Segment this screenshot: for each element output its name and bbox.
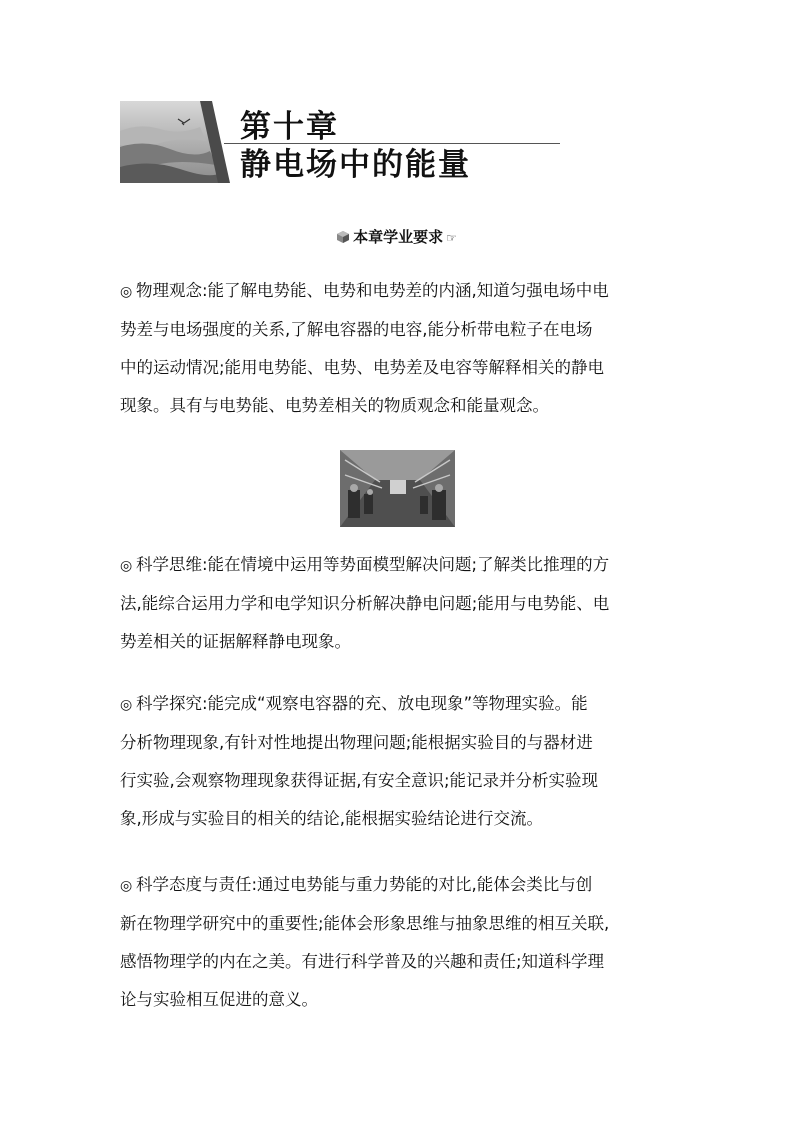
paragraph-line: 势差相关的证据解释静电现象。: [120, 632, 351, 651]
paragraph-scientific-attitude: [120, 866, 680, 1019]
paragraph-line: 象,形成与实验目的相关的结论,能根据实验结论进行交流。: [120, 809, 543, 828]
paragraph-line: 感悟物理学的内在之美。有进行科学普及的兴趣和责任;知道科学理: [120, 952, 605, 971]
chapter-number: 第十章: [240, 109, 339, 145]
bullet-icon: ◎: [120, 697, 133, 713]
paragraph-line: 新在物理学研究中的重要性;能体会形象思维与抽象思维的相互关联,: [120, 914, 610, 933]
landscape-banner-icon: [120, 101, 230, 183]
paragraph-line: ◎ 科学态度与责任:通过电势能与重力势能的对比,能体会类比与创: [120, 866, 680, 905]
header-divider: [224, 143, 560, 144]
paragraph-line: 分析物理现象,有针对性地提出物理问题;能根据实验目的与器材进: [120, 733, 593, 752]
cube-icon: [337, 231, 349, 243]
paragraph-line: 现象。具有与电势能、电势差相关的物质观念和能量观念。: [120, 396, 549, 415]
section-heading-text: 本章学业要求: [353, 228, 444, 246]
paragraph-line: 行实验,会观察物理现象获得证据,有安全意识;能记录并分析实验现: [120, 771, 599, 790]
paragraph-physics-concepts: [120, 272, 680, 425]
paragraph-line: ◎ 物理观念:能了解电势能、电势和电势差的内涵,知道匀强电场中电: [120, 272, 680, 311]
chapter-header: [120, 101, 570, 183]
paragraph-scientific-thinking: [120, 546, 680, 661]
paragraph-line: 法,能综合运用力学和电学知识分析解决静电问题;能用与电势能、电: [120, 594, 610, 613]
paragraph-line: ◎ 科学思维:能在情境中运用等势面模型解决问题;了解类比推理的方: [120, 546, 680, 585]
paragraph-line: 势差与电场强度的关系,了解电容器的电容,能分析带电粒子在电场: [120, 320, 593, 339]
bullet-icon: ◎: [120, 284, 133, 300]
paragraph-line: ◎ 科学探究:能完成“观察电容器的充、放电现象”等物理实验。能: [120, 685, 680, 724]
chapter-title: 静电场中的能量: [240, 147, 471, 183]
laboratory-photo: [340, 450, 455, 527]
section-heading: [0, 226, 794, 249]
bullet-icon: ◎: [120, 878, 133, 894]
bullet-icon: ◎: [120, 558, 133, 574]
paragraph-line: 中的运动情况;能用电势能、电势、电势差及电容等解释相关的静电: [120, 358, 605, 377]
paragraph-line: 论与实验相互促进的意义。: [120, 990, 318, 1009]
paragraph-scientific-inquiry: [120, 685, 680, 838]
pointing-hand-icon: ☞: [446, 231, 457, 245]
